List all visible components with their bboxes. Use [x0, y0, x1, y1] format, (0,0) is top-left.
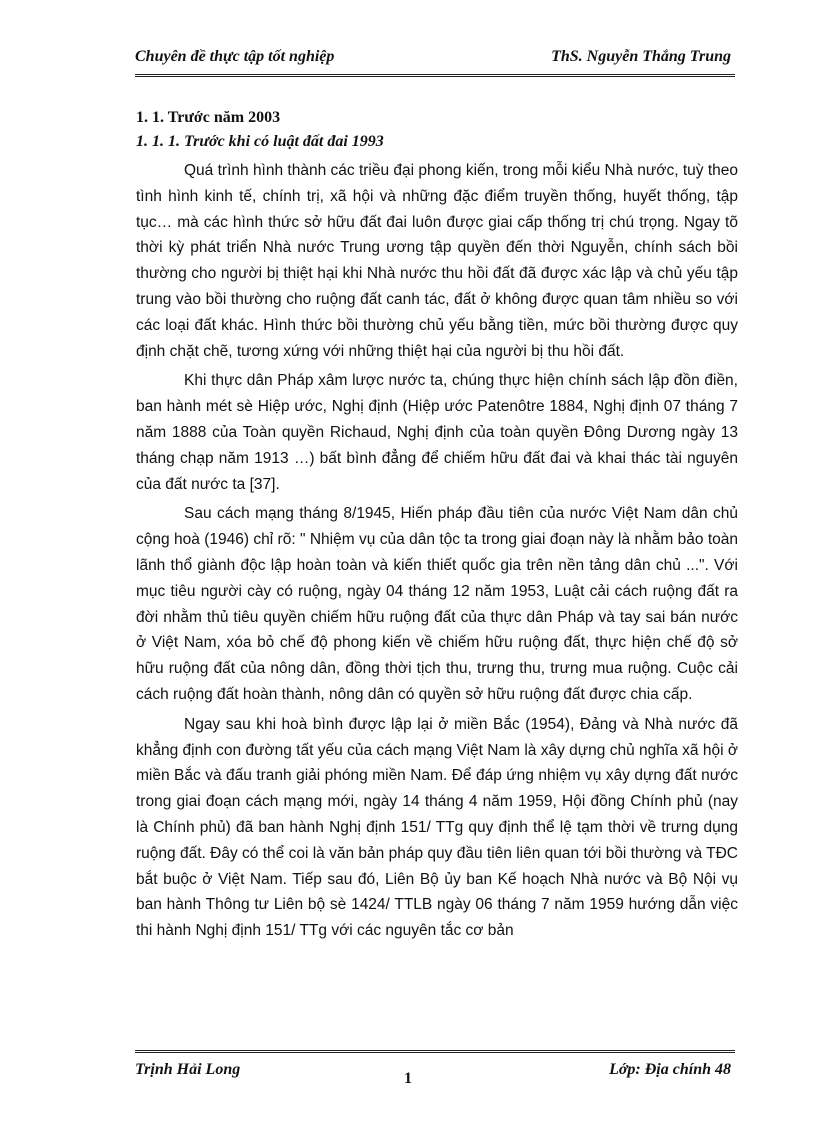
footer-class: Lớp: Địa chính 48	[609, 1061, 731, 1078]
paragraph-4: Ngay sau khi hoà bình được lập lại ở miền Bắc (1954), Đảng và Nhà nước đã khẳng định con đường tất yếu của cách mạng Việt Nam là xây dựng chủ nghĩa xã hội ở miền Bắc và đấu tranh giải phóng miền Nam. Để đáp ứng nhiệm vụ xây dựng đất nước trong giai đoạn cách mạng mới, ngày 14 tháng 4 năm 1959, Hội đồng Chính phủ (nay là Chính phủ) đã ban hành Nghị định 151/ TTg quy định thể lệ tạm thời về trưng dụng ruộng đất. Đây có thể coi là văn bản pháp quy đầu tiên liên quan tới bồi thường và TĐC bắt buộc ở Việt Nam. Tiếp sau đó, Liên Bộ ủy ban Kế hoạch Nhà nước và Bộ Nội vụ ban hành Thông tư Liên bộ sè 1424/ TTLB ngày 06 tháng 7 năm 1959 hướng dẫn việc thi hành Nghị định 151/ TTg với các nguyên tắc cơ bản	[136, 715, 738, 940]
subsection-heading: 1. 1. 1. Trước khi có luật đất đai 1993	[136, 133, 384, 150]
header-title: Chuyên đề thực tập tốt nghiệp	[135, 48, 335, 65]
page-number: 1	[404, 1070, 412, 1087]
footer-student: Trịnh Hải Long	[135, 1061, 241, 1078]
paragraph-1: Quá trình hình thành các triều đại phong kiến, trong mỗi kiểu Nhà nước, tuỳ theo tình hình kinh tế, chính trị, xã hội và những đặc điểm truyền thống, huyết thống, tập tục… mà các hình thức sở hữu đất đai luôn được giai cấp thống trị chú trọng. Ngay tõ thời kỳ phát triển Nhà nước Trung ương tập quyền đến thời Nguyễn, chính sách bồi thường cho người bị thiệt hại khi Nhà nước thu hồi đất đã được xác lập và chủ yếu tập trung vào bồi thường cho ruộng đất canh tác, đất ở không được quan tâm nhiều so với các loại đất khác. Hình thức bồi thường chủ yếu bằng tiền, mức bồi thường được quy định chặt chẽ, tương xứng với những thiệt hại của người bị thu hồi đất.	[136, 162, 738, 360]
paragraph-3: Sau cách mạng tháng 8/1945, Hiến pháp đầu tiên của nước Việt Nam dân chủ cộng hoà (1946) chỉ rõ: " Nhiệm vụ của dân tộc ta trong giai đoạn này là nhằm bảo toàn lãnh thổ giành độc lập hoàn toàn và kiến thiết quốc gia trên nền tảng dân chủ ...". Với mục tiêu người cày có ruộng, ngày 04 tháng 12 năm 1953, Luật cải cách ruộng đất ra đời nhằm thủ tiêu quyền chiếm hữu ruộng đất của thực dân Pháp và tay sai bán nước ở Việt Nam, xóa bỏ chế độ phong kiến về chiếm hữu ruộng đất, thực hiện chế độ sở hữu ruộng đất của nông dân, đồng thời tịch thu, trưng thu, trưng mua ruộng. Cuộc cải cách ruộng đất hoàn thành, nông dân có quyền sở hữu ruộng đất được chia cấp.	[136, 505, 738, 703]
paragraph-2: Khi thực dân Pháp xâm lược nước ta, chúng thực hiện chính sách lập đồn điền, ban hành mét sè Hiệp ước, Nghị định (Hiệp ước Patenôtre 1884, Nghị định 07 tháng 7 năm 1888 của Toàn quyền Richaud, Nghị định của toàn quyền Đông Dương ngày 13 tháng chạp năm 1913 …) bất bình đẳng để chiếm hữu đất đai và khai thác tài nguyên của đất nước ta [37].	[136, 372, 738, 493]
main-content	[136, 106, 738, 944]
page-header	[135, 46, 735, 77]
section-heading: 1. 1. Trước năm 2003	[136, 109, 281, 126]
header-author: ThS. Nguyễn Thắng Trung	[551, 48, 731, 65]
